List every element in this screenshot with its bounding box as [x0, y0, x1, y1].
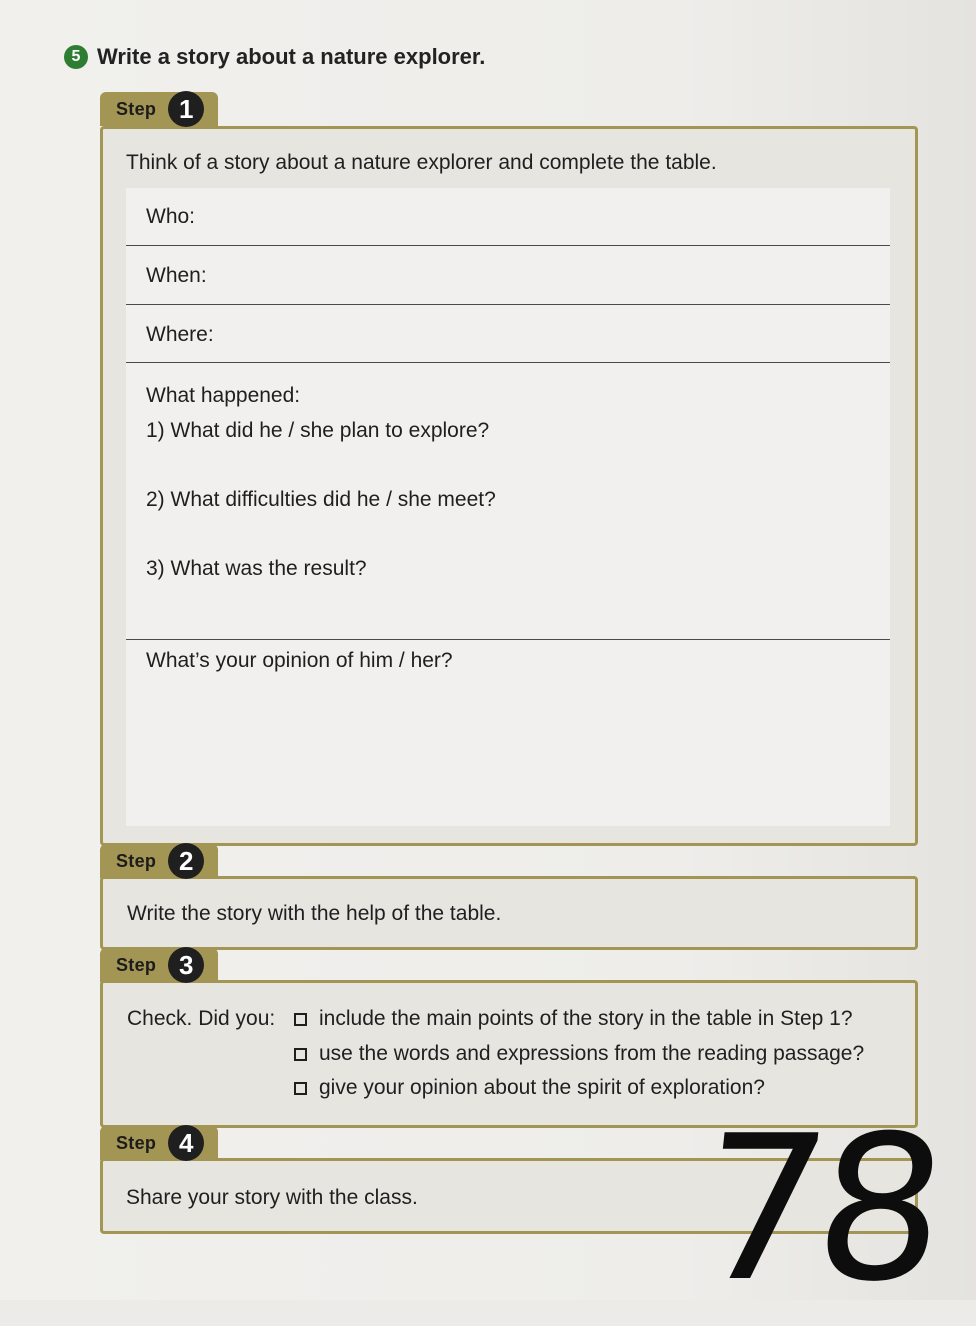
table-row-when: When:: [146, 264, 207, 287]
table-divider: [126, 245, 890, 246]
table-divider: [126, 362, 890, 363]
step-4-instruction: Share your story with the class.: [126, 1186, 418, 1209]
step-1-instruction: Think of a story about a nature explorer and complete the table.: [126, 151, 717, 174]
step-3-number: 3: [168, 947, 204, 983]
step-4-number: 4: [168, 1125, 204, 1161]
table-row-where: Where:: [146, 323, 214, 346]
checklist-item-text: give your opinion about the spirit of exploration?: [319, 1076, 765, 1099]
step-1-number: 1: [168, 91, 204, 127]
step-3-prompt: Check. Did you:: [127, 1007, 276, 1030]
table-row-what-happened: What happened:: [146, 384, 301, 407]
table-row-who: Who:: [146, 205, 196, 228]
exercise-number-badge: 5: [64, 45, 88, 69]
step-2-number: 2: [168, 843, 204, 879]
step-2-instruction: Write the story with the help of the table.: [127, 902, 502, 925]
step-1-tab: [100, 92, 218, 126]
table-question-1: 1) What did he / she plan to explore?: [146, 419, 490, 442]
checklist-item-text: include the main points of the story in the table in Step 1?: [319, 1007, 853, 1030]
checkbox[interactable]: [294, 1013, 307, 1026]
table-question-3: 3) What was the result?: [146, 557, 367, 580]
exercise-title: Write a story about a nature explorer.: [97, 44, 486, 69]
checklist-item-words-expressions[interactable]: [294, 1042, 864, 1066]
step-label: Step: [116, 1132, 157, 1153]
checklist-item-opinion[interactable]: [294, 1076, 765, 1100]
step-label: Step: [116, 954, 157, 975]
table-divider: [126, 304, 890, 305]
checklist-item-text: use the words and expressions from the reading passage?: [319, 1042, 865, 1065]
table-row-opinion: What’s your opinion of him / her?: [146, 649, 453, 672]
checkbox[interactable]: [294, 1048, 307, 1061]
step-3-tab: [100, 948, 218, 982]
step-label: Step: [116, 850, 157, 871]
step-label: Step: [116, 98, 157, 119]
checklist-item-main-points[interactable]: [294, 1007, 853, 1031]
handwritten-page-number: 78: [687, 1093, 947, 1326]
table-divider: [126, 639, 890, 640]
step-2-tab: [100, 844, 218, 878]
story-table: [126, 188, 890, 826]
table-question-2: 2) What difficulties did he / she meet?: [146, 488, 496, 511]
exercise-heading: [64, 44, 485, 70]
step-4-tab: [100, 1126, 218, 1160]
checkbox[interactable]: [294, 1082, 307, 1095]
